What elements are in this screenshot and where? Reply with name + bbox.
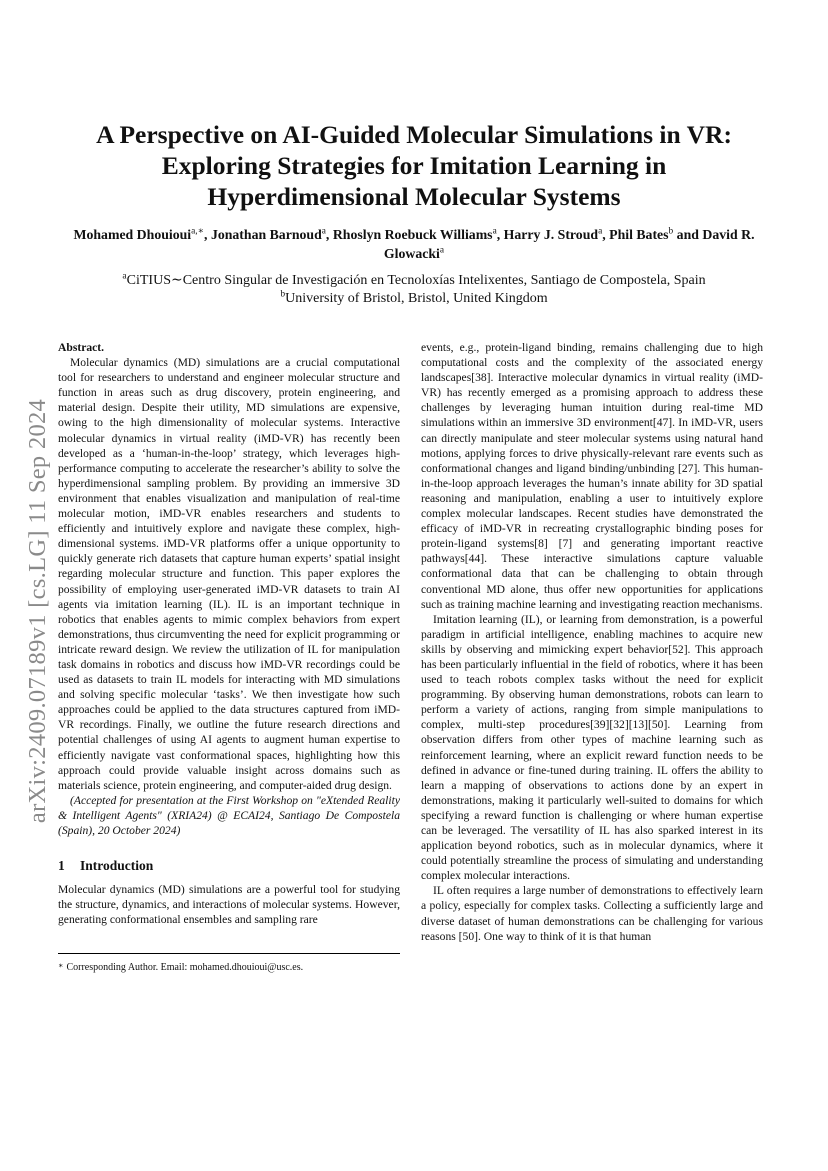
abstract-heading: Abstract. <box>58 341 105 354</box>
section-title: Introduction <box>80 858 154 874</box>
author: Harry J. Stroud$^a$, <box>503 226 610 242</box>
author: Jonathan Barnoud$^a$, <box>210 226 333 242</box>
paper-title: A Perspective on AI-Guided Molecular Simulations in VR: Exploring Strategies for Imitation Learning in Hyperdimensional Molecular Systems <box>96 120 732 211</box>
author-affil-mark: b <box>668 226 674 237</box>
affiliation-a: $^a$CiTIUS∼Centro Singular de Investigación en Tecnoloxías Intelixentes, Santiago de Compostela, Spain <box>122 271 706 288</box>
intro-paragraph-3: IL often requires a large number of demonstrations to effectively learn a policy, especially for complex tasks. Collecting a sufficiently large and diverse dataset of human demonstrations can be challenging for various reasons [50]. One way to think of it is that human <box>421 884 763 943</box>
author-affil-mark: a <box>321 226 326 237</box>
author-affil-mark: a <box>598 226 603 237</box>
author: Rhoslyn Roebuck Williams$^a$, <box>332 226 504 242</box>
arxiv-identifier: arXiv:2409.07189v1 [cs.LG] 11 Sep 2024 <box>24 398 51 824</box>
author-affil-mark: a <box>492 226 497 237</box>
left-column <box>58 340 400 927</box>
footnote-rule <box>58 953 400 954</box>
intro-paragraph-1: Molecular dynamics (MD) simulations are a powerful tool for studying the structure, dynamics, and interactions of molecular systems. However, generating conformational ensembles and sampling rare <box>58 883 400 927</box>
footnote-mark: ∗ <box>58 961 64 970</box>
author-affil-mark[interactable]: a,∗ <box>191 226 205 237</box>
author: David R. Glowacki$^a$ <box>383 227 755 261</box>
right-column <box>421 340 763 944</box>
section-heading-introduction <box>58 858 400 873</box>
arxiv-stamp <box>12 365 64 857</box>
affiliations <box>58 272 770 308</box>
accepted-note: (Accepted for presentation at the First Workshop on "eXtended Reality & Intelligent Agents" (XRIA24) @ ECAI24, Santiago De Compostela (Spain), 20 October 2024) <box>58 793 400 837</box>
footnote <box>58 959 400 974</box>
author: Mohamed Dhouioui$^{a,∗}$, <box>73 226 211 242</box>
affiliation-b: $^b$University of Bristol, Bristol, United Kingdom <box>280 289 548 306</box>
footnote-text: Corresponding Author. Email: mohamed.dhouioui@usc.es. <box>66 962 304 973</box>
intro-paragraph-1-cont: events, e.g., protein-ligand binding, remains challenging due to high computational costs and the complexity of the associated energy landscapes[38]. Interactive molecular dynamics in virtual reality (iMD-VR) has recently emerged as a promising approach to address these challenges by leveraging human intuition during real-time MD simulations within an immersive 3D environment[47]. In iMD-VR, users can directly manipulate and steer molecular systems using natural hand motions, applying forces to drive physically-relevant rare events such as conformational changes and ligand binding/unbinding [27]. This human-in-the-loop approach leverages the human’s innate ability for 3D spatial reasoning and manipulation, enabling a user to intuitively explore complex molecular landscapes. Recent studies have demonstrated the efficacy of iMD-VR in recreating crystallographic binding poses for protein-ligand systems[8] [7] and generating important reactive pathways[44]. These interactive simulations capture valuable conformational data that can be challenging to obtain through conventional MD alone, thus offer new opportunities for applications such as training machine learning and investigating reaction mechanisms. <box>421 341 763 611</box>
author-affil-mark: a <box>439 245 445 256</box>
author-list <box>58 225 770 263</box>
author: Phil Bates$^b$ and <box>609 226 703 242</box>
abstract-body: Molecular dynamics (MD) simulations are a crucial computational tool for researchers to understand and engineer molecular structure and function in areas such as drug discovery, protein engineering, and material design. Despite their utility, MD simulations are expensive, owing to the high dimensionality of molecular systems. Interactive molecular dynamics in virtual reality (iMD-VR) has recently been developed as a ‘human-in-the-loop’ strategy, which leverages high-performance computing to accelerate the researcher’s ability to solve the hyperdimensional sampling problem. By providing an immersive 3D environment that enables visualization and manipulation of real-time molecular motion, iMD-VR enables researchers and students to efficiently and intuitively explore and navigate these complex, high-dimensional systems. iMD-VR platforms offer a unique opportunity to quickly generate rich datasets that capture human experts’ spatial insight regarding molecular structure and function. This paper explores the possibility of employing user-generated iMD-VR datasets to train AI agents via imitation learning (IL). IL is an important technique in robotics that enables agents to mimic complex behaviors from expert demonstrations, thus circumventing the need for explicit programming or intricate reward design. We review the utilization of IL for manipulation task domains in robotics and discuss how iMD-VR recordings could be used as datasets to train IL models for interacting with MD simulations and solving specific molecular ‘tasks’. We then investigate how such approaches could be applied to the data structures captured from iMD-VR recordings. Finally, we outline the future research directions and potential challenges of using AI agents to augment human expertise to efficiently navigate vast conformational spaces, highlighting how this approach could provide valuable insight across domains such as materials science, protein engineering, and computer-aided drug design. <box>58 356 400 792</box>
section-number: 1 <box>58 858 65 874</box>
intro-paragraph-2: Imitation learning (IL), or learning from demonstration, is a powerful paradigm in artificial intelligence, enabling machines to acquire new skills by observing and mimicking expert behavior[52]. This approach has been particularly influential in the field of robotics, where it has been used to teach robots complex tasks without the need for explicit programming. By observing human demonstrations, robots can learn to perform a variety of actions, ranging from simple manipulations to complex, multi-step procedures[39][32][13][50]. Learning from observation differs from other types of machine learning such as reinforcement learning, where an explicit reward function needs to be defined in advance or fine-tuned during training. IL offers the ability to learn a mapping of observations to actions done by an expert in demonstrations, making it particularly well-suited to domains for which specifying a reward function is challenging or where human expertise can be leveraged. The versatility of IL has also sparked interest in its application beyond robotics, such as in molecular dynamics, where it could potentially streamline the process of simulating and understanding complex molecular interactions. <box>421 612 763 883</box>
